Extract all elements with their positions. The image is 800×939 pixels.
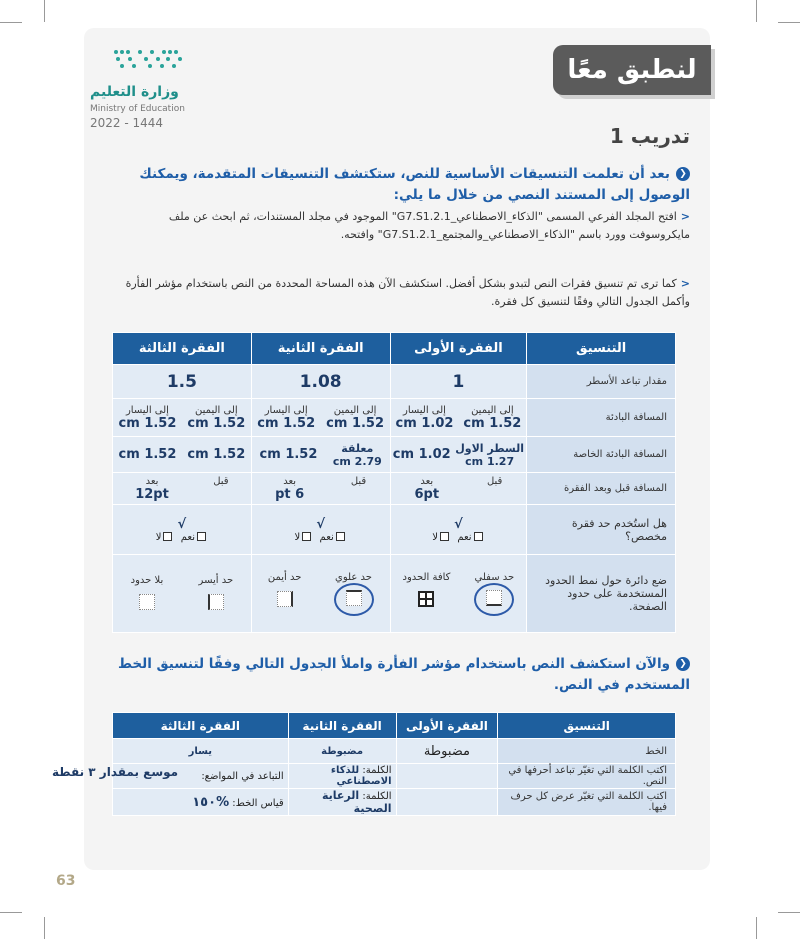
hand-value: مضبوطة <box>288 739 396 764</box>
no-border-icon[interactable] <box>139 594 155 610</box>
cell-value <box>113 473 252 505</box>
cell-value <box>251 399 390 437</box>
yes-checkbox[interactable] <box>197 532 206 541</box>
hand-value: يسار <box>113 739 289 764</box>
font-format-table <box>112 712 676 816</box>
indent-right-label: إلى اليمين <box>195 404 238 416</box>
row-label: مقدار تباعد الأسطر <box>527 365 676 399</box>
cell-value <box>113 399 252 437</box>
hand-value: 1.52 cm <box>259 447 318 462</box>
crop-mark <box>0 22 22 23</box>
step-2 <box>110 275 690 311</box>
row-label: اكتب الكلمة التي تغيّر تباعد أحرفها في النص. <box>498 764 676 789</box>
cell-value <box>251 473 390 505</box>
ministry-logo <box>90 48 210 138</box>
cell-value <box>288 764 396 789</box>
hand-value: 12pt <box>135 486 169 502</box>
custom-border-choice <box>113 505 252 555</box>
crop-mark <box>778 912 800 913</box>
crop-mark <box>44 917 45 939</box>
checkmark-icon: √ <box>454 516 463 532</box>
yes-label: نعم <box>319 531 334 543</box>
ministry-name-en: Ministry of Education <box>90 104 185 114</box>
table-header: الفقرة الثانية <box>251 333 390 365</box>
hand-value: 1.52 cm <box>187 447 246 462</box>
after-label: بعد <box>283 475 297 487</box>
hand-value: 1.02 cm <box>392 447 451 462</box>
table-header: التنسيق <box>527 333 676 365</box>
logo-dots-icon <box>110 48 190 72</box>
page-number: 63 <box>56 873 76 889</box>
checkmark-icon: √ <box>177 516 187 532</box>
hand-value: 6 pt <box>275 486 305 502</box>
hand-value: معلقة <box>341 441 374 455</box>
row-label: الخط <box>498 739 676 764</box>
cell-value <box>288 789 396 816</box>
indent-right-label: إلى اليمين <box>333 404 377 416</box>
border-all-label: كافة الحدود <box>402 571 451 583</box>
chevron-bullet-icon: ❮ <box>676 657 690 671</box>
no-border-label: بلا حدود <box>130 574 164 586</box>
section-banner: لنطبق معًا <box>553 45 711 95</box>
border-bottom-icon[interactable] <box>486 590 502 606</box>
border-all-icon[interactable] <box>418 591 434 607</box>
row-label: ضع دائرة حول نمط الحدود المستخدمة على حدود الصفحة. <box>527 555 676 633</box>
table-header: الفقرة الأولى <box>390 333 527 365</box>
no-checkbox[interactable] <box>440 532 449 541</box>
question-1-text: بعد أن تعلمت التنسيقات الأساسية للنص، ستكتشف التنسيقات المتقدمة، ويمكنك الوصول إلى المستند النصي من خلال ما يلي: <box>139 166 690 203</box>
no-label: لا <box>432 531 438 543</box>
hand-value-overflow: موسع بمقدار ٣ نقطة <box>52 765 179 779</box>
yes-label: نعم <box>180 531 196 543</box>
answer-circle <box>474 583 514 616</box>
cell-value: 1.5 <box>113 365 252 399</box>
hand-value: 1.52 cm <box>187 415 246 431</box>
row-label: المسافة البادئة <box>527 399 676 437</box>
crop-mark <box>756 0 757 22</box>
border-left-icon[interactable] <box>208 594 224 610</box>
arrow-bullet-icon: < <box>680 210 690 223</box>
border-top-label: حد علوي <box>335 571 372 583</box>
arrow-bullet-icon: < <box>680 277 690 290</box>
yes-label: نعم <box>457 531 472 543</box>
no-label: لا <box>294 531 301 543</box>
border-right-label: حد أيمن <box>267 571 302 583</box>
before-label: قبل <box>486 475 503 487</box>
cell-value <box>396 789 498 816</box>
border-left-label: حد أيسر <box>198 574 234 586</box>
crop-mark <box>44 0 45 22</box>
crop-mark <box>756 917 757 939</box>
table-header: الفقرة الثالثة <box>113 333 252 365</box>
checkmark-icon: √ <box>316 516 325 532</box>
after-label: بعد <box>420 475 434 487</box>
exercise-title: تدريب 1 <box>609 124 690 148</box>
step-1 <box>110 208 690 244</box>
indent-left-label: إلى اليسار <box>402 404 446 416</box>
hand-value: 1.52 cm <box>463 415 522 431</box>
step-1-text: افتح المجلد الفرعي المسمى "الذكاء_الاصطناعي_G7.S1.2.1" الموجود في مجلد المستندات، ثم ابحث عن ملف مايكروسوفت وورد باسم "الذكاء_الاصطناعي_والمجتمع_G7.S1.2.1" وافتحه. <box>168 210 690 241</box>
table-header: التنسيق <box>498 713 676 739</box>
question-2-text: والآن استكشف النص باستخدام مؤشر الفأرة واملأ الجدول التالي وفقًا لتنسيق الخط المستخدم في النص. <box>117 656 690 693</box>
table-header: الفقرة الثالثة <box>113 713 289 739</box>
indent-right-label: إلى اليمين <box>471 404 514 416</box>
edition-year: 2022 - 1444 <box>90 116 164 130</box>
word-prefix: قياس الخط: <box>232 797 284 809</box>
border-options <box>113 555 252 633</box>
cell-value <box>251 437 390 473</box>
chevron-bullet-icon: ❮ <box>676 167 690 181</box>
hand-value: 1.52 cm <box>118 447 177 462</box>
indent-left-label: إلى اليسار <box>264 404 308 416</box>
hand-value: 1.52 cm <box>326 415 385 431</box>
after-label: بعد <box>145 475 159 487</box>
cell-value <box>113 789 289 816</box>
step-2-text: كما ترى تم تنسيق فقرات النص لتبدو بشكل أفضل. استكشف الآن هذه المساحة المحددة من النص باستخدام مؤشر الفأرة وأكمل الجدول التالي وفقًا لتنسيق كل فقرة. <box>125 277 690 308</box>
cell-value <box>396 764 498 789</box>
hand-value: 6pt <box>414 486 440 502</box>
border-options <box>390 555 527 633</box>
word-prefix: التباعد في المواضع: <box>201 770 284 782</box>
table-header: الفقرة الثانية <box>288 713 396 739</box>
cell-value: مضبوطة <box>396 739 498 764</box>
crop-mark <box>0 912 22 913</box>
cell-value <box>390 399 527 437</box>
hand-value: 1.27 cm <box>465 454 515 468</box>
border-bottom-label: حد سفلي <box>474 571 515 583</box>
indent-left-label: إلى اليسار <box>125 404 169 416</box>
row-label: المسافة قبل وبعد الفقرة <box>527 473 676 505</box>
custom-border-choice <box>251 505 390 555</box>
yes-checkbox[interactable] <box>336 532 345 541</box>
hand-value: للذكاء الاصطناعي <box>330 765 392 787</box>
hand-value: 1.52 cm <box>118 415 177 431</box>
border-top-icon[interactable] <box>346 590 362 606</box>
cell-value: 1.08 <box>251 365 390 399</box>
row-label: اكتب الكلمة التي تغيّر عرض كل حرف فيها. <box>498 789 676 816</box>
hand-value: 1.52 cm <box>257 415 316 431</box>
ministry-name-ar: وزارة التعليم <box>90 84 179 100</box>
no-checkbox[interactable] <box>302 532 311 541</box>
crop-mark <box>778 22 800 23</box>
row-label: هل استُخدم حد فقرة مخصص؟ <box>527 505 676 555</box>
custom-border-choice <box>390 505 527 555</box>
question-2 <box>110 654 690 696</box>
paragraph-format-table <box>112 332 676 633</box>
word-prefix: الكلمة: <box>362 791 392 802</box>
before-label: قبل <box>350 475 367 487</box>
no-checkbox[interactable] <box>163 532 172 541</box>
cell-value <box>390 473 527 505</box>
row-label: المسافة البادئة الخاصة <box>527 437 676 473</box>
no-label: لا <box>155 531 162 543</box>
word-prefix: الكلمة: <box>362 765 392 776</box>
hand-value: السطر الاول <box>455 441 525 455</box>
cell-value <box>390 437 527 473</box>
hand-value: الرعاية الصحية <box>321 789 392 815</box>
border-right-icon[interactable] <box>277 591 293 607</box>
before-label: قبل <box>213 475 229 487</box>
question-1 <box>110 164 690 206</box>
answer-circle <box>334 583 374 616</box>
hand-value: %١٥٠ <box>192 794 230 810</box>
yes-checkbox[interactable] <box>474 532 483 541</box>
hand-value: 1.02 cm <box>395 415 454 431</box>
cell-value: 1 <box>390 365 527 399</box>
cell-value <box>113 437 252 473</box>
hand-value: 2.79 cm <box>332 454 382 468</box>
border-options <box>251 555 390 633</box>
table-header: الفقرة الأولى <box>396 713 498 739</box>
